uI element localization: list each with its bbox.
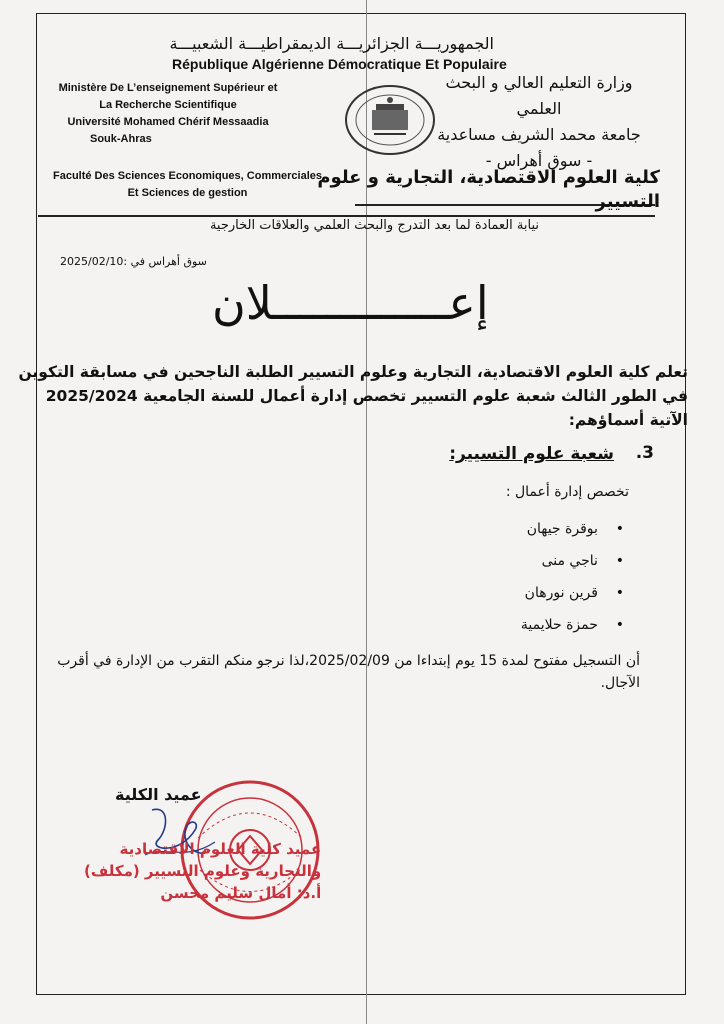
students-list — [521, 513, 624, 641]
intro-line2: في الطور الثالث شعبة علوم التسيير تخصص إدارة أعمال للسنة الجامعية 2025/2024 — [45, 387, 688, 405]
ar-university-line: جامعة محمد الشريف مساعدية — [437, 125, 641, 144]
closing-line2: الآجال. — [600, 675, 640, 691]
stamp-line1: عميد كلية العلوم الاقتصادية — [119, 840, 322, 858]
fr-faculty-line2: Et Sciences de gestion — [127, 187, 248, 199]
closing-block — [57, 650, 640, 694]
ar-republic: الجمهوريـــة الجزائريـــة الديمقراطيـــة الشعبيـــة — [169, 34, 494, 53]
student-name: بوقرة جيهان — [526, 521, 598, 537]
section-number: 3. — [635, 443, 654, 463]
list-item — [521, 577, 624, 609]
section-title: شعبة علوم التسيير: — [449, 444, 614, 464]
ar-city-line: - سوق أهراس - — [485, 151, 593, 170]
page-title: إعـــــــــــــلان — [212, 276, 489, 330]
fr-city-line: Souk-Ahras — [90, 133, 152, 145]
fr-republic: République Algérienne Démocratique Et Populaire — [172, 56, 507, 72]
ar-faculty-line1: كلية العلوم الاقتصادية، التجارية و علوم — [317, 167, 660, 188]
student-name: حمزة حلايمية — [520, 617, 598, 633]
ar-ministry-block — [424, 70, 654, 174]
fr-university-line: Université Mohamed Chérif Messaadia — [67, 116, 269, 128]
list-item — [521, 545, 624, 577]
intro-line3: الآتية أسماؤهم: — [568, 411, 688, 429]
specialty-line: تخصص إدارة أعمال : — [505, 484, 629, 500]
bullet-icon — [616, 521, 624, 537]
stamp-line3: أ.د: أمال سليم محسن — [160, 884, 322, 902]
bullet-icon — [616, 617, 624, 633]
date-line: سوق أهراس في :2025/02/10 — [60, 255, 207, 268]
ar-ministry-line: وزارة التعليم العالي و البحث — [445, 73, 633, 92]
intro-line1: تعلم كلية العلوم الاقتصادية، التجارية وعلوم التسيير الطلبة الناجحين في مسابقة التكوين — [18, 363, 688, 381]
ar-research-line: العلمي — [516, 99, 562, 118]
bullet-icon — [616, 585, 624, 601]
fr-ministry-block — [48, 80, 288, 148]
student-name: ناجي منى — [541, 553, 598, 569]
closing-line1: أن التسجيل مفتوح لمدة 15 يوم إبتداءا من 2025/02/09،لذا نرجو منكم التقرب من الإدارة في أقرب — [57, 653, 640, 669]
bullet-icon — [616, 553, 624, 569]
fr-research-line: La Recherche Scientifique — [99, 99, 237, 111]
fr-ministry-line: Ministère De L’enseignement Supérieur et — [58, 82, 278, 94]
ar-faculty-line2: التسيير — [595, 191, 660, 212]
ar-faculty-block — [317, 166, 660, 214]
vice-deanship: نيابة العمادة لما بعد التدرج والبحث العلمي والعلاقات الخارجية — [209, 218, 539, 233]
signature-title: عميد الكلية — [115, 785, 202, 804]
fr-faculty-block — [50, 168, 325, 202]
header-divider — [38, 215, 655, 217]
list-item — [521, 513, 624, 545]
fr-faculty-line1: Faculté Des Sciences Economiques, Commerciales — [52, 170, 322, 182]
student-name: قرين نورهان — [524, 585, 598, 601]
stamp-text-block — [84, 838, 321, 904]
list-item — [521, 609, 624, 641]
intro-block — [18, 360, 688, 432]
university-logo — [344, 84, 436, 156]
stamp-line2: والتجارية وعلوم التسيير (مكلف) — [84, 862, 322, 880]
